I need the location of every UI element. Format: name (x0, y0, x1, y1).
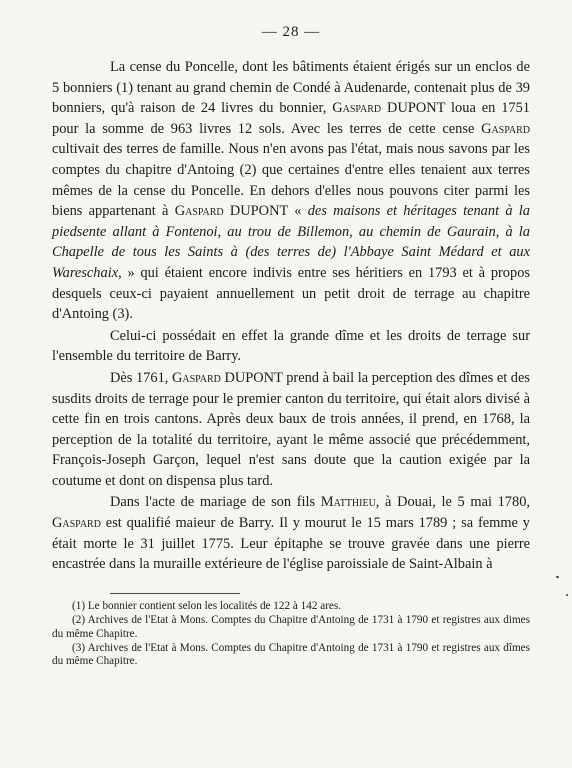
footnote: (1) Le bonnier contient selon les localités de 122 à 142 ares. (72, 599, 342, 612)
quoted-text: des maisons et héritages tenant à la piedsente allant à Fontenoi, au trou de Billemon, au chemin de Gaurain, à la Chapelle de tous les Saints à (des terres de) l'Abbaye Saint Médard et aux Wareschaix (52, 203, 530, 281)
person-name: Gaspard (171, 369, 221, 386)
document-page (52, 24, 530, 669)
text-run: , » qui étaient encore indivis entre ses héritiers en 1793 et à propos desquels ceux-ci payaient annuellement un petit droit de terrage au chapitre d'Antoing (3). (52, 264, 530, 323)
text-run: , à Douai, le 5 mai 1780, (375, 494, 530, 511)
footnote: (2) Archives de l'Etat à Mons. Comptes du Chapitre d'Antoing de 1731 à 1790 et registres aux dimes du même Chapitre. (52, 614, 530, 640)
scan-speck (566, 594, 568, 596)
person-name: Gaspard (332, 100, 382, 117)
text-run: Dès 1761, (110, 369, 172, 386)
paragraph (52, 368, 530, 492)
body-text (52, 57, 530, 575)
paragraph (52, 326, 530, 367)
person-name: Gaspard (52, 515, 101, 532)
text-run: DUPONT « (223, 203, 308, 220)
footnote: (3) Archives de l'Etat à Mons. Comptes du Chapitre d'Antoing de 1731 à 1790 et registres aux dîmes du même Chapitre. (52, 642, 530, 668)
scan-speck (556, 576, 559, 578)
paragraph (52, 57, 530, 325)
page-number: — 28 — (261, 24, 321, 40)
text-run: DUPONT loua en 1751 pour la somme de 963 livres 12 sols. Avec les terres de cette cense (52, 100, 530, 137)
text-run: cultivait des terres de famille. Nous n'en avons pas l'état, mais nous savons par les comptes du chapitre d'Antoing (2) que certaines d'entre elles tenaient aux terres mêmes de la cense du Poncelle. En dehors d'elles nous pouvons citer parmi les biens appartenant à (52, 141, 530, 220)
footnote-divider (110, 593, 240, 594)
person-name: Matthieu (320, 494, 376, 511)
footnotes (52, 600, 530, 669)
paragraph (52, 492, 530, 574)
text-run: est qualifié maieur de Barry. Il y mourut le 15 mars 1789 ; sa femme y était morte le 31 juillet 1775. Leur épitaphe se trouve gravée dans une pierre encastrée dans la muraille extérieure de l'église paroissiale de Saint-Albain à (52, 515, 530, 573)
text-run: Celui-ci possédait en effet la grande dîme et les droits de terrage sur l'ensemble du territoire de Barry. (52, 327, 530, 365)
person-name: Gaspard (481, 120, 530, 137)
text-run: Dans l'acte de mariage de son fils (110, 494, 321, 511)
text-run: DUPONT prend à bail la perception des dîmes et des susdits droits de terrage pour le premier canton du territoire, qui était alors divisé à cette fin en trois cantons. Après deux baux de trois années, il prend, en 1768, la perception de la totalité du territoire, ayant le même associé que précédemment, François-Joseph Garçon, lequel n'est sans doute que la caution exigée par la coutume et dont on dispensa plus tard. (52, 369, 530, 489)
person-name: Gaspard (174, 203, 224, 220)
text-run: La cense du Poncelle, dont les bâtiments étaient érigés sur un enclos de 5 bonniers (1) tenant au grand chemin de Condé à Audenarde, contenait plus de 39 bonniers, qu'à raison de 24 livres du bonnier, (52, 59, 530, 117)
